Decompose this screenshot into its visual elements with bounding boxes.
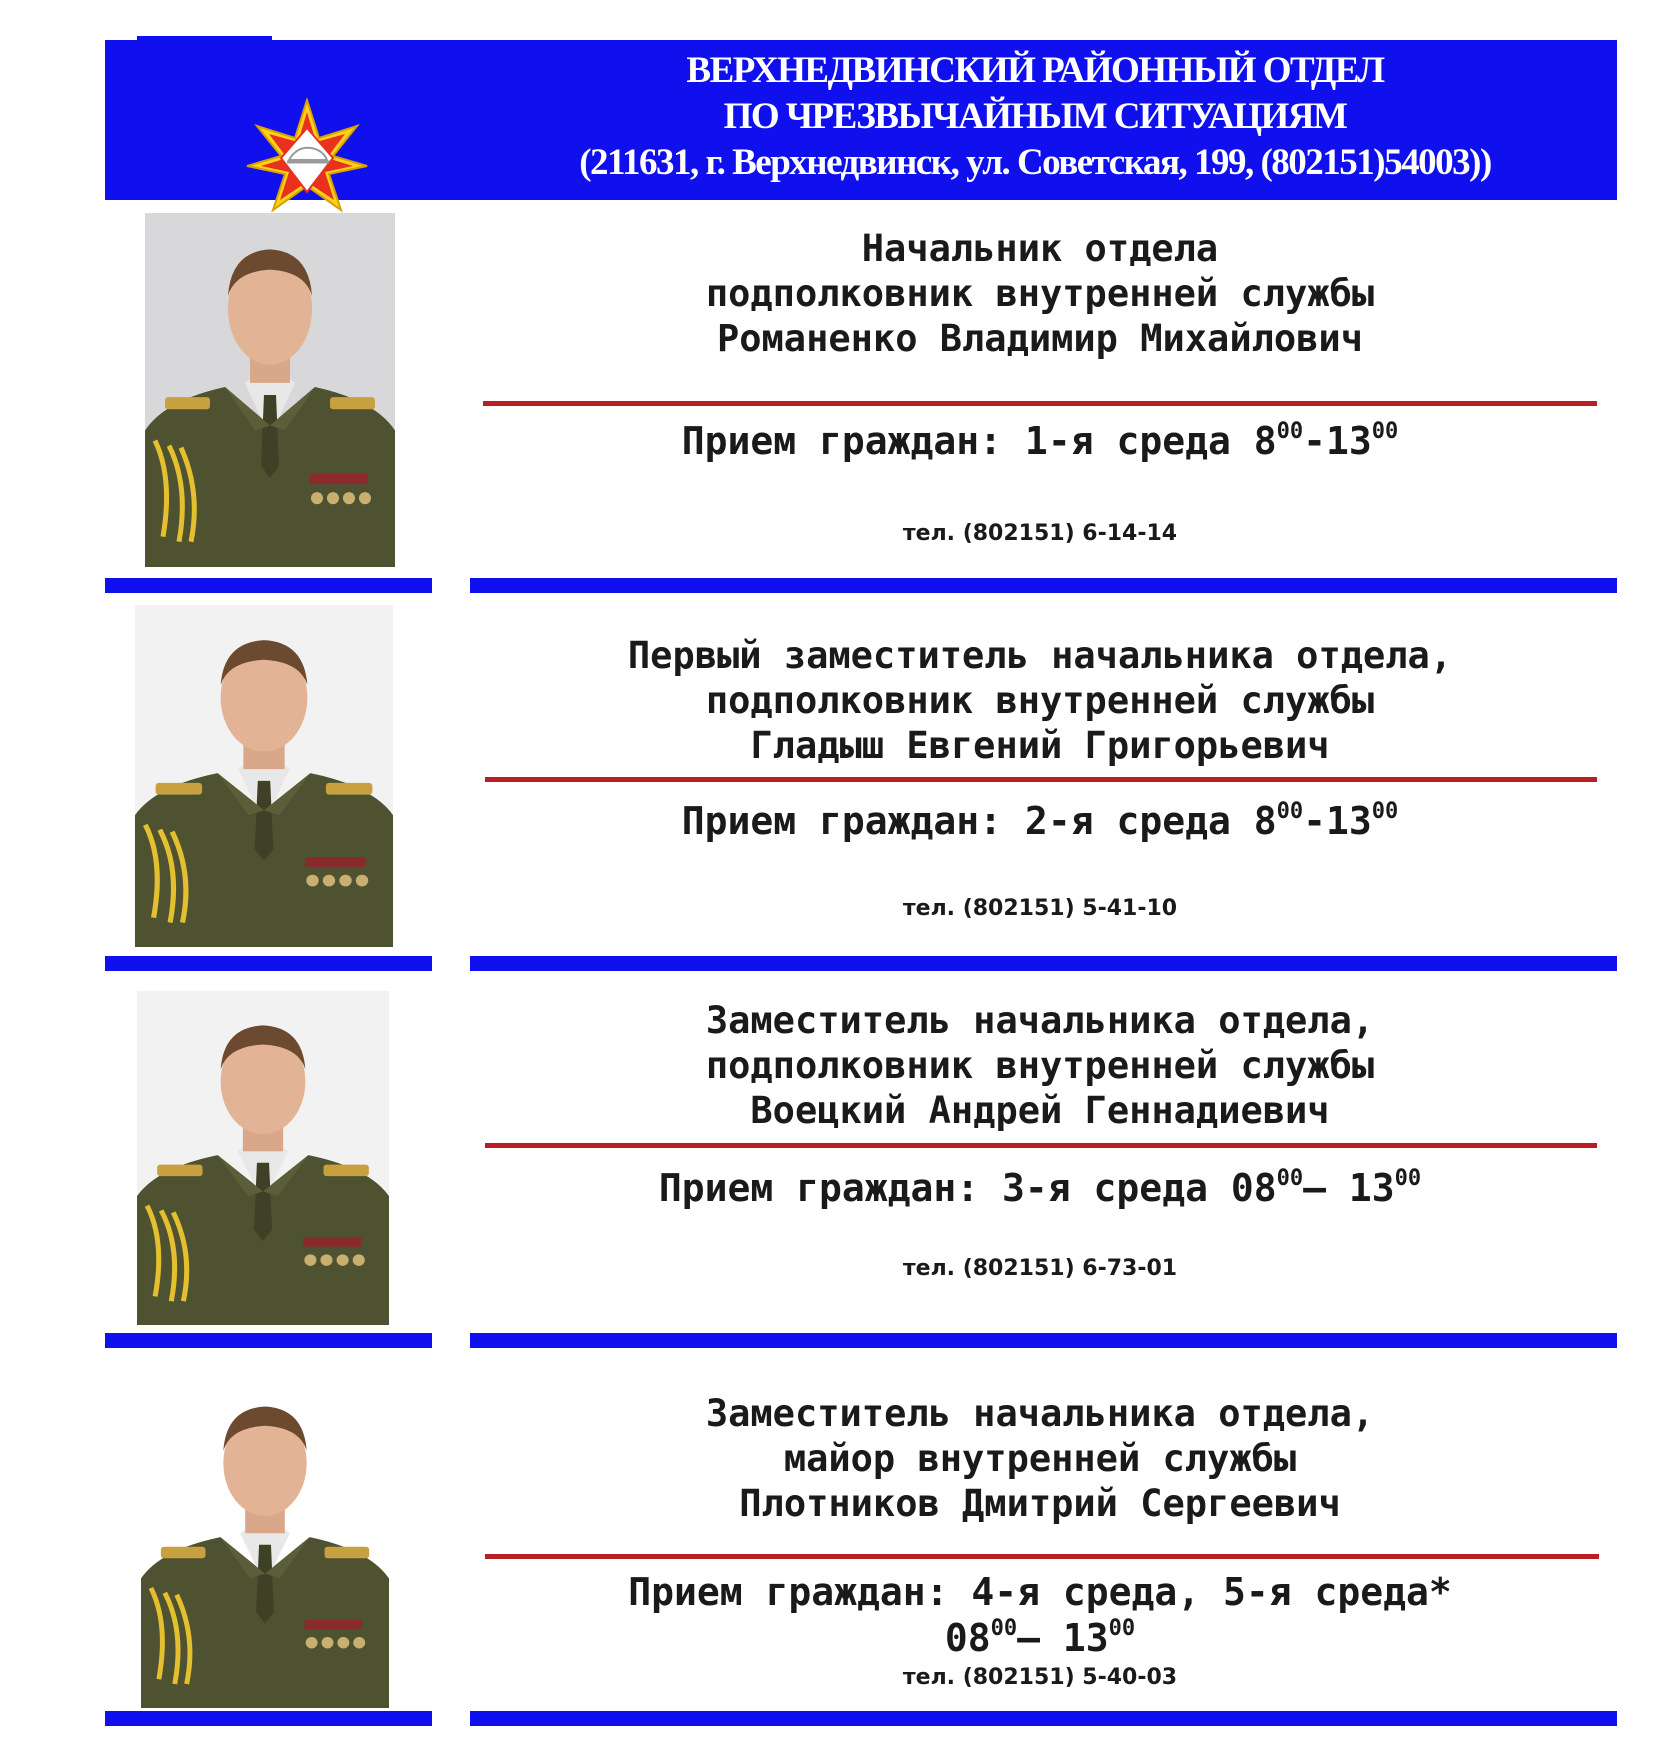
reception-hours: Прием граждан: 3-я среда $08^{00}—$ $13^{00}$ (658, 1166, 1422, 1210)
right-divider-bar (470, 578, 1617, 593)
full-name: Романенко Владимир Михайлович (716, 317, 1363, 360)
separator-line (485, 1143, 1597, 1148)
official-title-2 (470, 633, 1610, 768)
reception-time: $08^{00}—$ $13^{00}$ (944, 1616, 1136, 1660)
reception-days: Прием граждан: 4-я среда, 5-я среда* (628, 1570, 1452, 1614)
full-name: Воецкий Андрей Геннадиевич (750, 1089, 1330, 1132)
left-divider-bar (105, 1711, 432, 1726)
right-divider-bar (470, 956, 1617, 971)
phone-number: тел. (802151) 6-14-14 (902, 521, 1178, 546)
portrait-photo (137, 991, 389, 1325)
header-banner (105, 40, 1617, 200)
phone-number: тел. (802151) 5-40-03 (902, 1665, 1178, 1690)
left-divider-bar (105, 956, 432, 971)
header-line-3: (211631, г. Верхнедвинск, ул. Советская, 199, (802151)54003)) (579, 142, 1491, 183)
official-title-4 (470, 1391, 1610, 1526)
official-title-3 (470, 998, 1610, 1133)
mchs-emblem-icon (237, 98, 377, 218)
header-line-1: ВЕРХНЕДВИНСКИЙ РАЙОННЫЙ ОТДЕЛ (686, 50, 1384, 91)
left-divider-bar (105, 578, 432, 593)
separator-line (483, 401, 1597, 406)
full-name: Гладыш Евгений Григорьевич (750, 724, 1330, 767)
reception-hours (470, 1569, 1610, 1661)
header-line-2: ПО ЧРЕЗВЫЧАЙНЫМ СИТУАЦИЯМ (723, 96, 1347, 137)
separator-line (485, 777, 1597, 782)
rank: подполковник внутренней службы (705, 1044, 1375, 1087)
position: Первый заместитель начальника отдела, (627, 634, 1453, 677)
portrait-photo (141, 1372, 389, 1708)
right-divider-bar (470, 1711, 1617, 1726)
official-title-1 (470, 226, 1610, 361)
separator-line (485, 1554, 1599, 1559)
reception-hours: Прием граждан: 1-я среда $8^{00}-13^{00}$ (681, 419, 1399, 463)
rank: майор внутренней службы (783, 1437, 1297, 1480)
portrait-photo (135, 605, 393, 947)
position: Заместитель начальника отдела, (705, 1392, 1375, 1435)
reception-hours: Прием граждан: 2-я среда $8^{00}-13^{00}$ (681, 799, 1399, 843)
rank: подполковник внутренней службы (705, 272, 1375, 315)
right-divider-bar (470, 1333, 1617, 1348)
phone-number: тел. (802151) 6-73-01 (902, 1256, 1178, 1281)
full-name: Плотников Дмитрий Сергеевич (739, 1482, 1341, 1525)
portrait-photo (145, 213, 395, 567)
left-divider-bar (105, 1333, 432, 1348)
position: Начальник отдела (861, 227, 1219, 270)
rank: подполковник внутренней службы (705, 679, 1375, 722)
phone-number: тел. (802151) 5-41-10 (902, 896, 1178, 921)
position: Заместитель начальника отдела, (705, 999, 1375, 1042)
